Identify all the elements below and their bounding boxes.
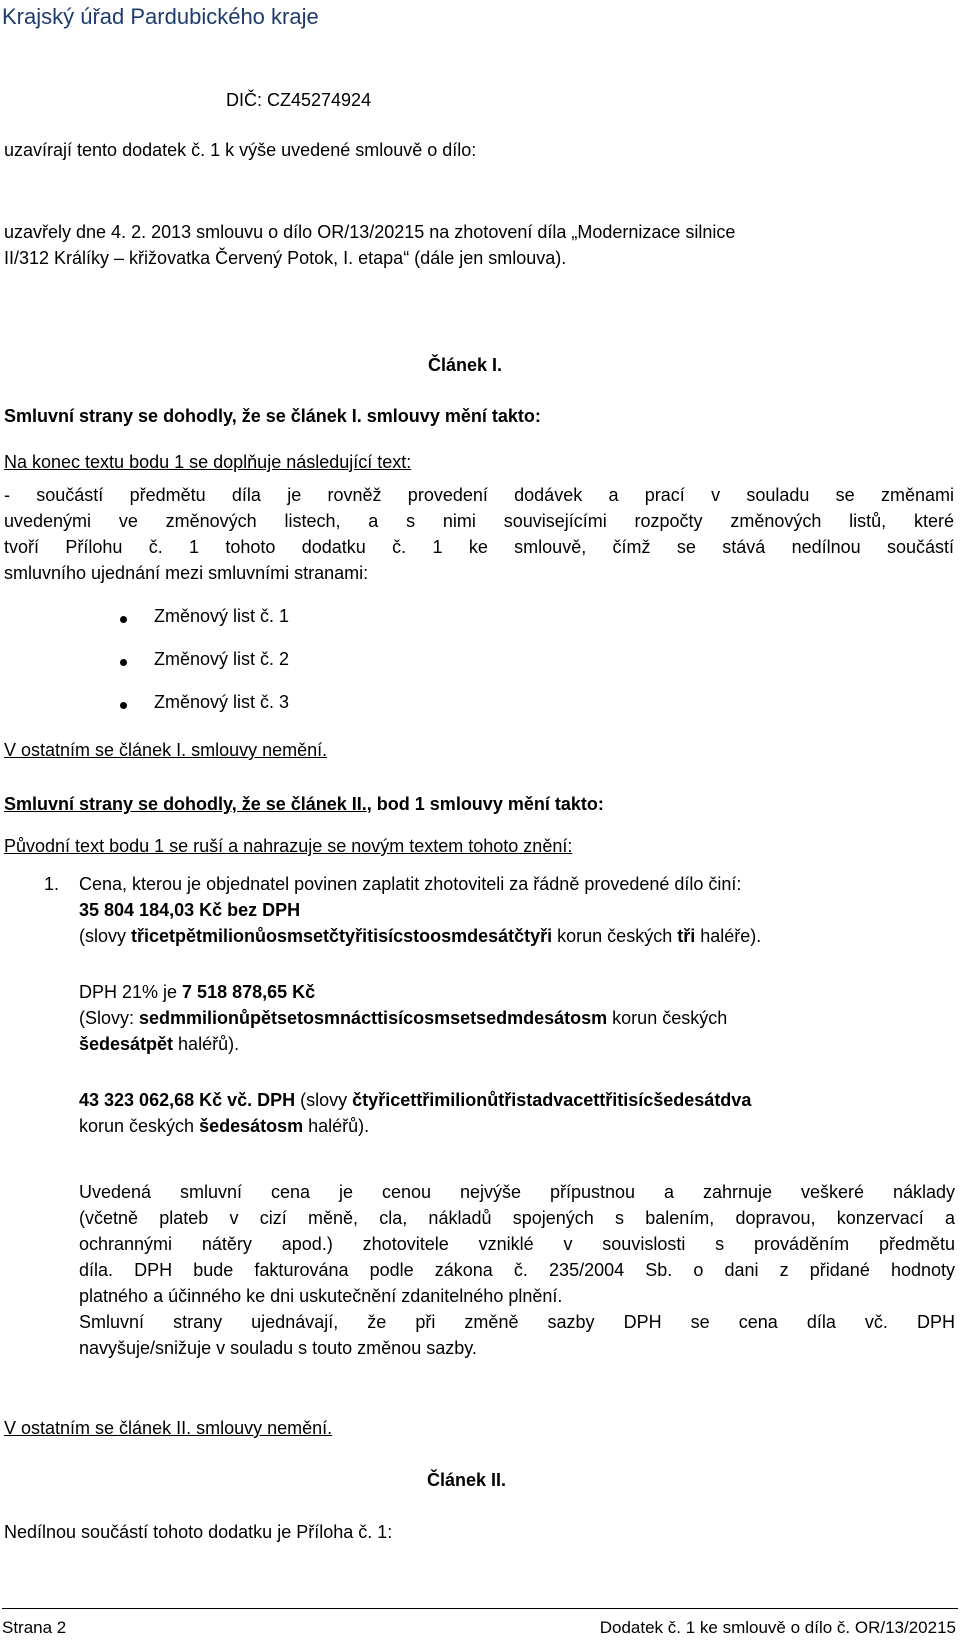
price-para-line-3: ochrannými nátěry apod.) zhotovitele vzniklé v souvislosti s prováděním předmětu xyxy=(79,1234,955,1254)
article-2-unchanged: V ostatním se článek II. smlouvy nemění. xyxy=(4,1418,333,1438)
item-number: 1. xyxy=(44,874,60,894)
words-cents: tři xyxy=(677,926,696,946)
article-1-para-line-2: uvedenými ve změnových listech, a s nimi souvisejícími rozpočty změnových listů, které xyxy=(4,511,954,531)
bullet-icon xyxy=(120,616,127,623)
closing-statement: uzavírají tento dodatek č. 1 k výše uvedené smlouvě o dílo: xyxy=(4,140,477,160)
vat-words-suffix: korun českých xyxy=(607,1008,728,1028)
words-amount: třicetpětmilionůosmsetčtyřitisícstoosmdesátčtyři xyxy=(131,926,553,946)
article-last-heading: Článek II. xyxy=(427,1470,507,1490)
price-para-line-6: Smluvní strany ujednávají, že při změně sazby DPH se cena díla vč. DPH xyxy=(79,1312,955,1332)
price-para-line-1: Uvedená smluvní cena je cenou nejvýše přípustnou a zahrnuje veškeré náklady xyxy=(79,1182,955,1202)
article-2-change-rest: , bod 1 smlouvy mění takto: xyxy=(366,794,604,814)
bullet-item-2: Změnový list č. 2 xyxy=(154,649,290,669)
bullet-icon xyxy=(120,659,127,666)
price-in-words xyxy=(79,926,761,947)
total-currency: korun českých xyxy=(79,1116,200,1136)
vat-in-words-line-2 xyxy=(79,1034,239,1055)
article-2-change-statement xyxy=(4,794,604,815)
vat-amount: 7 518 878,65 Kč xyxy=(182,982,316,1002)
footer-divider xyxy=(2,1608,958,1609)
words-prefix: (slovy xyxy=(79,926,132,946)
footer-page-number: Strana 2 xyxy=(2,1618,67,1637)
vat-prefix: DPH 21% je xyxy=(79,982,183,1002)
total-line xyxy=(79,1090,751,1111)
vat-line xyxy=(79,982,315,1003)
article-1-heading: Článek I. xyxy=(428,355,503,375)
bullet-item-1: Změnový list č. 1 xyxy=(154,606,290,626)
vat-words-amount: sedmmilionůpětsetosmnácttisícosmsetsedmdesátosm xyxy=(139,1008,608,1028)
total-words-amount: čtyřicettřimilionůtřistadvacettřitisícšedesátdva xyxy=(352,1090,752,1110)
article-1-unchanged: V ostatním se článek I. smlouvy nemění. xyxy=(4,740,328,760)
price-para-line-4: díla. DPH bude fakturována podle zákona č. 235/2004 Sb. o dani z přidané hodnoty xyxy=(79,1260,955,1280)
article-1-addition-note: Na konec textu bodu 1 se doplňuje následující text: xyxy=(4,452,412,472)
contract-line-2: II/312 Králíky – křižovatka Červený Potok, I. etapa“ (dále jen smlouva). xyxy=(4,248,567,268)
price-para-line-7: navyšuje/snižuje v souladu s touto změnou sazby. xyxy=(79,1338,477,1358)
words-currency: korun českých xyxy=(552,926,678,946)
contract-line-1: uzavřely dne 4. 2. 2013 smlouvu o dílo OR/13/20215 na zhotovení díla „Modernizace silnice xyxy=(4,222,736,242)
vat-words-cents-suffix: haléřů). xyxy=(173,1034,240,1054)
total-cents-suffix: haléřů). xyxy=(303,1116,370,1136)
price-para-line-5: platného a účinného ke dni uskutečnění zdanitelného plnění. xyxy=(79,1286,563,1306)
vat-in-words xyxy=(79,1008,727,1029)
bullet-icon xyxy=(120,702,127,709)
price-intro: Cena, kterou je objednatel povinen zaplatit zhotoviteli za řádně provedené dílo činí: xyxy=(79,874,742,894)
total-words-prefix: (slovy xyxy=(295,1090,353,1110)
annex-note: Nedílnou součástí tohoto dodatku je Příloha č. 1: xyxy=(4,1522,393,1542)
bullet-item-3: Změnový list č. 3 xyxy=(154,692,290,712)
total-cents: šedesátosm xyxy=(199,1116,304,1136)
dic-line: DIČ: CZ45274924 xyxy=(226,90,372,110)
total-amount: 43 323 062,68 Kč vč. DPH xyxy=(79,1090,296,1110)
article-1-para-line-4: smluvního ujednání mezi smluvními stranami: xyxy=(4,563,369,583)
vat-words-cents: šedesátpět xyxy=(79,1034,174,1054)
article-2-ref: Smluvní strany se dohodly, že se článek II. xyxy=(4,794,367,814)
words-suffix: haléře). xyxy=(695,926,762,946)
price-para-line-2: (včetně plateb v cizí měně, cla, nákladů spojených s balením, dopravou, konzervací a xyxy=(79,1208,955,1228)
article-2-replace-note: Původní text bodu 1 se ruší a nahrazuje se novým textem tohoto znění: xyxy=(4,836,573,856)
article-1-para-line-3: tvoří Přílohu č. 1 tohoto dodatku č. 1 ke smlouvě, čímž se stává nedílnou součástí xyxy=(4,537,954,557)
total-line-2 xyxy=(79,1116,369,1137)
header-title: Krajský úřad Pardubického kraje xyxy=(2,4,319,29)
article-1-para-line-1: - součástí předmětu díla je rovněž provedení dodávek a prací v souladu se změnami xyxy=(4,485,954,505)
price-excl-vat: 35 804 184,03 Kč bez DPH xyxy=(79,900,301,920)
footer-doc-ref: Dodatek č. 1 ke smlouvě o dílo č. OR/13/20215 xyxy=(599,1618,956,1637)
article-1-change-statement: Smluvní strany se dohodly, že se článek I. smlouvy mění takto: xyxy=(4,406,541,426)
vat-words-prefix: (Slovy: xyxy=(79,1008,140,1028)
